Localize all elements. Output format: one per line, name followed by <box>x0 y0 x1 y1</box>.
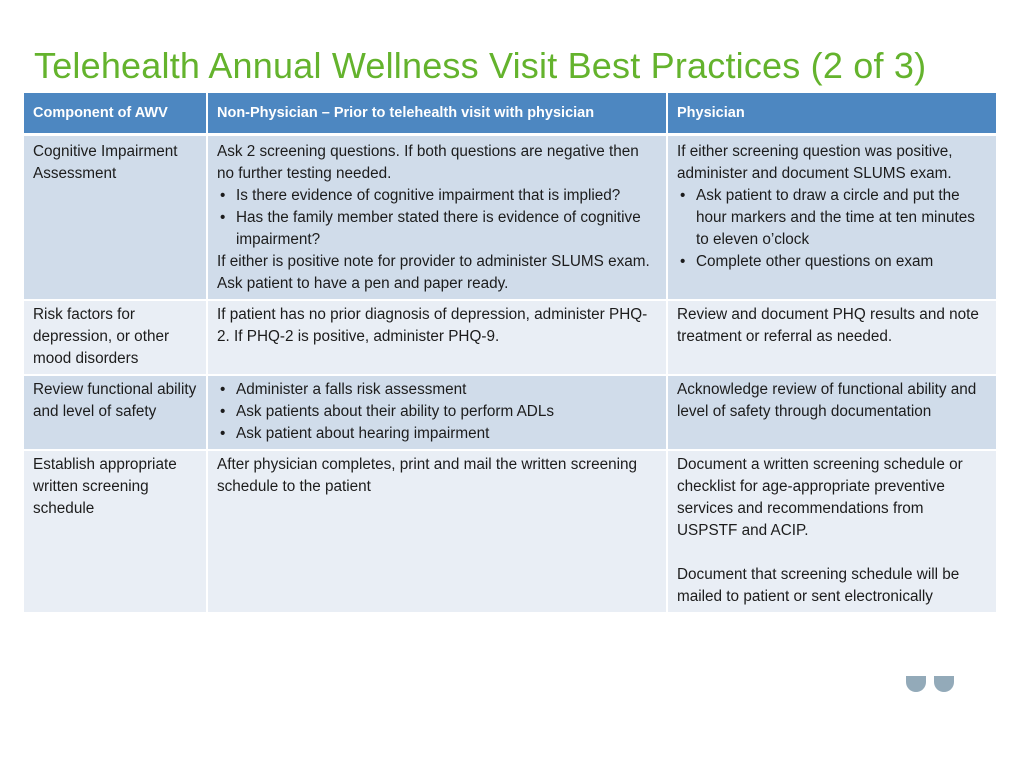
table-row <box>24 376 996 451</box>
cell-intro: Review and document PHQ results and note treatment or referral as needed. <box>677 306 979 345</box>
cell-outro: Document that screening schedule will be mailed to patient or sent electronically <box>677 566 960 605</box>
component-label: Risk factors for depression, or other mood disorders <box>33 306 170 367</box>
component-cell <box>24 451 208 614</box>
cell-intro: Acknowledge review of functional ability and level of safety through documentation <box>677 381 977 420</box>
bullet-list <box>217 185 657 251</box>
bullet-item: • Complete other questions on exam <box>677 251 987 273</box>
component-label: Review functional ability and level of safety <box>33 381 197 420</box>
component-cell <box>24 301 208 376</box>
page-title: Telehealth Annual Wellness Visit Best Practices (2 of 3) <box>34 45 927 86</box>
component-cell <box>24 376 208 451</box>
bullet-list <box>217 379 657 445</box>
table-row <box>24 301 996 376</box>
bullet-item: • Has the family member stated there is evidence of cognitive impairment? <box>217 207 657 251</box>
non-physician-cell <box>208 136 668 301</box>
component-cell <box>24 136 208 301</box>
cell-intro: Ask 2 screening questions. If both questions are negative then no further testing needed. <box>217 143 639 182</box>
previous-slide-icon[interactable] <box>906 676 926 692</box>
cell-intro: After physician completes, print and mail the written screening schedule to the patient <box>217 456 638 495</box>
non-physician-cell <box>208 301 668 376</box>
non-physician-cell <box>208 451 668 614</box>
component-label: Establish appropriate written screening schedule <box>33 456 177 517</box>
cell-intro: If either screening question was positive, administer and document SLUMS exam. <box>677 143 953 182</box>
bullet-item: • Ask patients about their ability to perform ADLs <box>217 401 657 423</box>
bullet-item: • Is there evidence of cognitive impairment that is implied? <box>217 185 657 207</box>
physician-cell <box>668 301 996 376</box>
slide-nav <box>904 676 956 692</box>
physician-cell <box>668 376 996 451</box>
bullet-list <box>677 185 987 273</box>
header-non-physician: Non-Physician – Prior to telehealth visit with physician <box>208 93 668 136</box>
bullet-item: • Administer a falls risk assessment <box>217 379 657 401</box>
cell-intro: Document a written screening schedule or checklist for age-appropriate preventive services and recommendations from USPSTF and ACIP. <box>677 456 963 539</box>
physician-cell <box>668 136 996 301</box>
bullet-item: • Ask patient to draw a circle and put the hour markers and the time at ten minutes to eleven o’clock <box>677 185 987 251</box>
awv-table <box>24 93 996 614</box>
table-row <box>24 451 996 614</box>
paragraph-gap <box>677 542 987 564</box>
non-physician-cell <box>208 376 668 451</box>
physician-cell <box>668 451 996 614</box>
header-component: Component of AWV <box>24 93 208 136</box>
cell-intro: If patient has no prior diagnosis of depression, administer PHQ-2. If PHQ-2 is positive, administer PHQ-9. <box>217 306 648 345</box>
bullet-item: • Ask patient about hearing impairment <box>217 423 657 445</box>
next-slide-icon[interactable] <box>934 676 954 692</box>
component-label: Cognitive Impairment Assessment <box>33 143 178 182</box>
header-physician: Physician <box>668 93 996 136</box>
table-row <box>24 136 996 301</box>
table-header-row <box>24 93 996 136</box>
cell-outro: If either is positive note for provider to administer SLUMS exam. Ask patient to have a pen and paper ready. <box>217 253 650 292</box>
